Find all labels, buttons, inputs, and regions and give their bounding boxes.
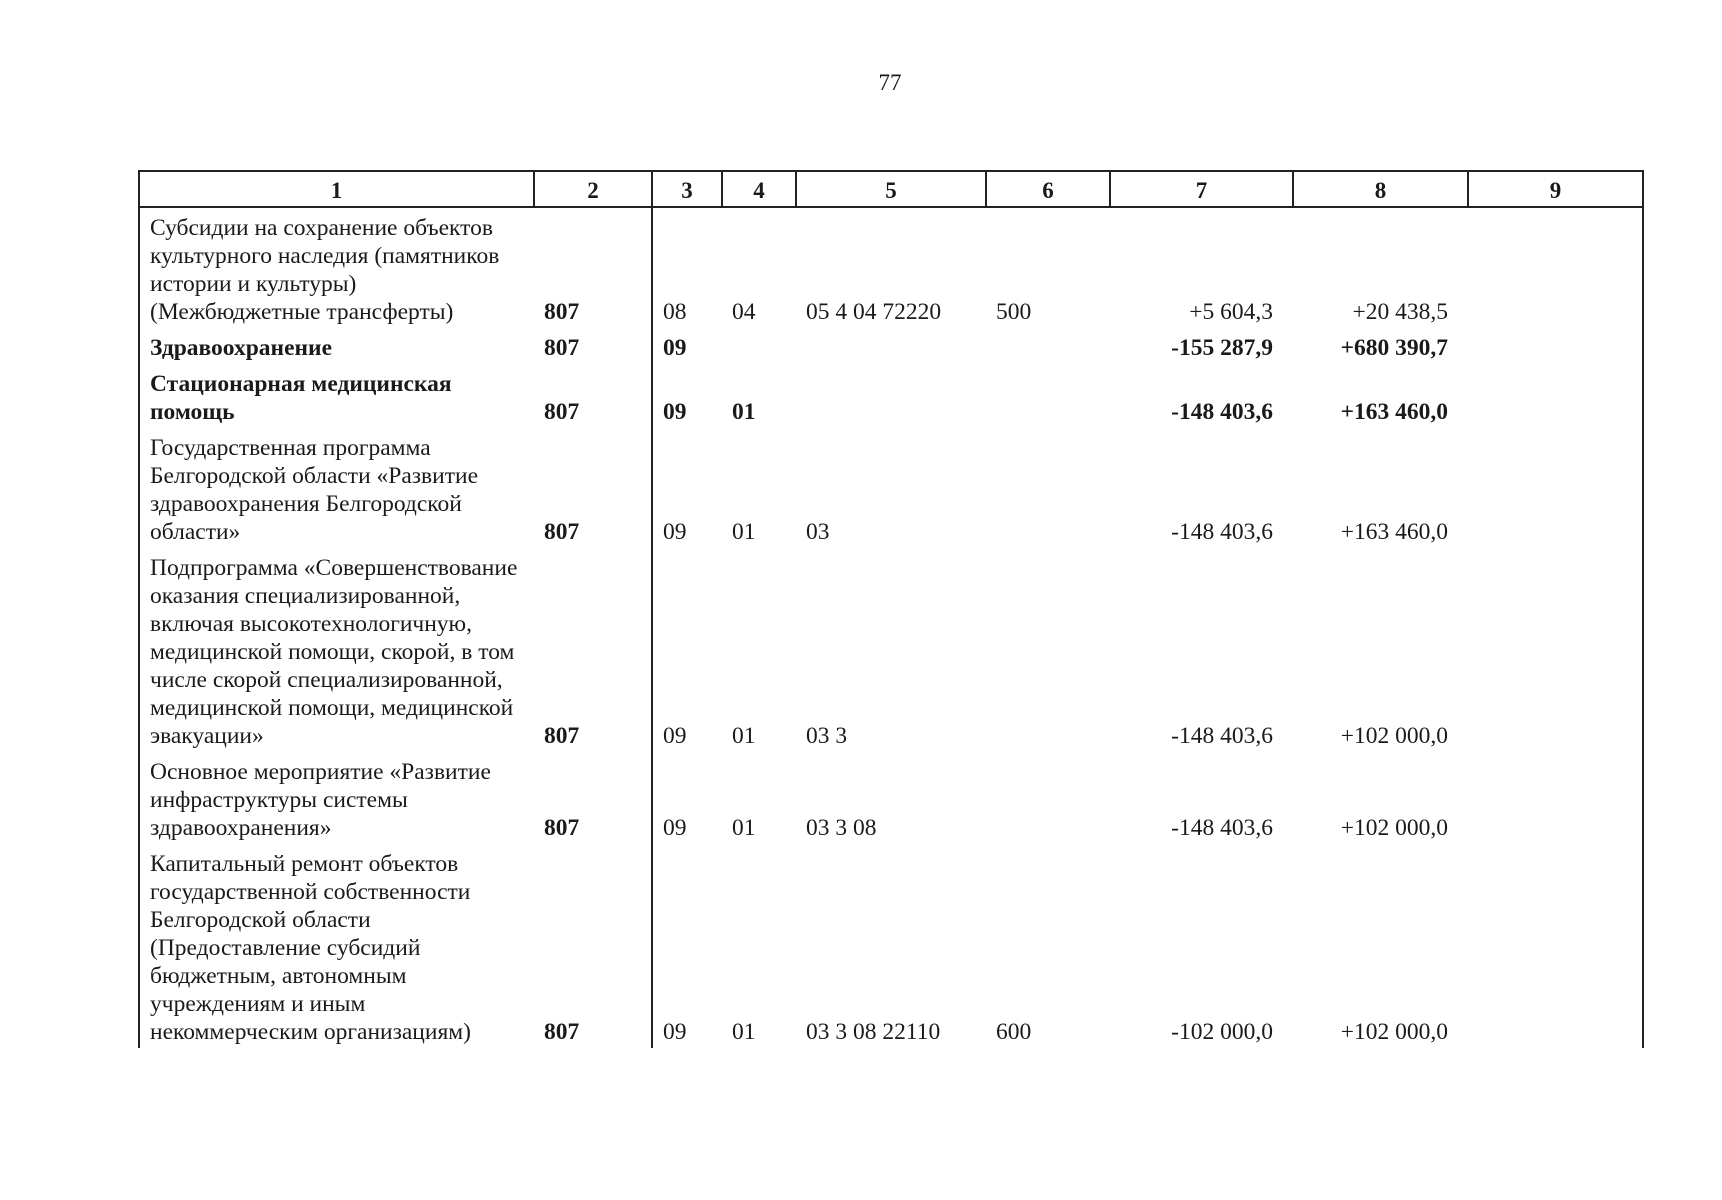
row-name: Стационарная медицинская помощь	[139, 364, 534, 428]
row-sum-9	[1468, 548, 1643, 752]
row-rz: 08	[663, 299, 687, 325]
row-rz: 09	[663, 519, 687, 545]
row-csr: 03 3 08	[806, 815, 877, 841]
row-pr: 01	[732, 519, 756, 545]
row-sum-7: -148 403,6	[1171, 519, 1273, 545]
row-sum-7: +5 604,3	[1189, 299, 1273, 325]
row-sum-8: +102 000,0	[1340, 815, 1448, 841]
row-csr: 05 4 04 72220	[806, 299, 942, 325]
row-csr: 03 3	[806, 723, 848, 749]
row-gr: 807	[534, 844, 652, 1048]
row-sum-8: +163 460,0	[1340, 519, 1448, 545]
column-header-2: 2	[534, 171, 652, 207]
row-gr: 807	[534, 364, 652, 428]
row-name: Государственная программа Белгородской области «Развитие здравоохранения Белгородской области»	[139, 428, 534, 548]
row-rz: 09	[663, 815, 687, 841]
row-sum-9	[1468, 428, 1643, 548]
column-header-6: 6	[986, 171, 1110, 207]
row-pr	[722, 328, 796, 364]
row-vr	[986, 752, 1110, 844]
row-sum-8: +20 438,5	[1352, 299, 1448, 325]
table-row	[139, 844, 1643, 1048]
row-pr: 01	[732, 1019, 756, 1045]
column-header-3: 3	[652, 171, 722, 207]
row-pr: 01	[732, 723, 756, 749]
row-name: Основное мероприятие «Развитие инфраструктуры системы здравоохранения»	[139, 752, 534, 844]
table-row	[139, 328, 1643, 364]
row-name: Подпрограмма «Совершенствование оказания специализированной, включая высокотехнологичную, медицинской помощи, скорой, в том числе скорой специализированной, медицинской помощи, медицинской эвакуации»	[139, 548, 534, 752]
table-row	[139, 364, 1643, 428]
table-row	[139, 428, 1643, 548]
row-sum-9	[1468, 328, 1643, 364]
row-name: Капитальный ремонт объектов государственной собственности Белгородской области (Предоставление субсидий бюджетным, автономным учреждениям и иным некоммерческим организациям)	[139, 844, 534, 1048]
row-gr: 807	[534, 428, 652, 548]
row-name: Субсидии на сохранение объектов культурного наследия (памятников истории и культуры) (Межбюджетные трансферты)	[139, 207, 534, 328]
column-header-1: 1	[139, 171, 534, 207]
row-sum-7: -148 403,6	[1171, 815, 1273, 841]
row-sum-8: +680 390,7	[1340, 335, 1448, 361]
row-sum-8: +102 000,0	[1340, 1019, 1448, 1045]
row-sum-7: -102 000,0	[1171, 1019, 1273, 1045]
row-rz: 09	[663, 723, 687, 749]
row-rz: 09	[663, 335, 687, 361]
budget-table	[138, 170, 1644, 1048]
row-gr: 807	[534, 207, 652, 328]
row-sum-9	[1468, 364, 1643, 428]
row-sum-7: -148 403,6	[1171, 723, 1273, 749]
row-pr: 04	[732, 299, 756, 325]
row-gr: 807	[534, 548, 652, 752]
row-gr: 807	[534, 752, 652, 844]
column-header-4: 4	[722, 171, 796, 207]
row-csr	[796, 364, 986, 428]
row-name: Здравоохранение	[139, 328, 534, 364]
row-vr	[986, 548, 1110, 752]
row-csr: 03 3 08 22110	[806, 1019, 941, 1045]
row-sum-7: -155 287,9	[1171, 335, 1273, 361]
row-pr: 01	[732, 399, 756, 425]
row-sum-8: +163 460,0	[1340, 399, 1448, 425]
row-vr	[986, 364, 1110, 428]
table-row	[139, 548, 1643, 752]
row-csr	[796, 328, 986, 364]
row-pr: 01	[732, 815, 756, 841]
column-header-7: 7	[1110, 171, 1293, 207]
column-header-8: 8	[1293, 171, 1468, 207]
page-number: 77	[878, 70, 902, 95]
header-row	[139, 171, 1643, 207]
row-rz: 09	[663, 399, 687, 425]
row-vr: 500	[996, 299, 1032, 325]
row-vr	[986, 428, 1110, 548]
table-row	[139, 752, 1643, 844]
row-csr: 03	[806, 519, 830, 545]
row-sum-9	[1468, 207, 1643, 328]
row-sum-9	[1468, 752, 1643, 844]
column-header-5: 5	[796, 171, 986, 207]
row-sum-7: -148 403,6	[1171, 399, 1273, 425]
row-vr: 600	[996, 1019, 1032, 1045]
row-gr: 807	[534, 328, 652, 364]
row-sum-9	[1468, 844, 1643, 1048]
row-vr	[986, 328, 1110, 364]
row-rz: 09	[663, 1019, 687, 1045]
table-row	[139, 207, 1643, 328]
column-header-9: 9	[1468, 171, 1643, 207]
row-sum-8: +102 000,0	[1340, 723, 1448, 749]
